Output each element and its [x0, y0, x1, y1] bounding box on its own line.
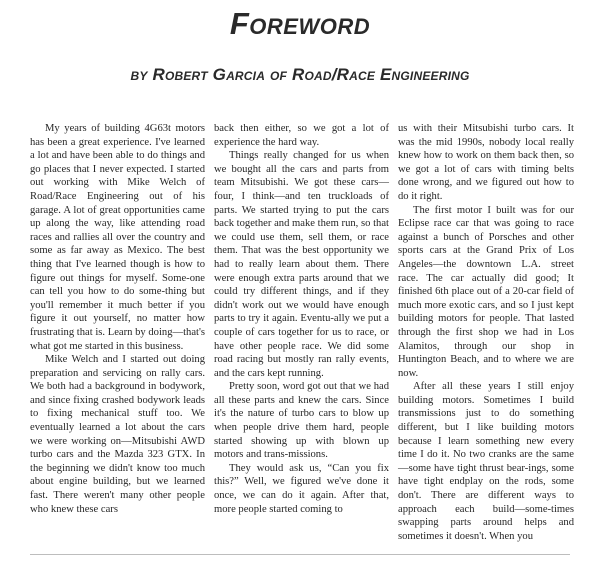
text-column-3	[398, 122, 574, 543]
paragraph: Things really changed for us when we bought all the cars and parts from team Mitsubishi. We got these cars—four, I think—and ten truckloads of parts. We started trying to put the cars back together and make them run, so that we could use them, sell them, or race them. That was the best opportunity we had to really learn about them. There were enough extra parts around that we could try different things, and if they didn't work out we would have enough parts to try it again. Eventu-ally we put a couple of cars together for us to race, or have other people race. We did some road racing but mostly ran rally events, and the cars kept running.	[214, 150, 389, 379]
paragraph: back then either, so we got a lot of experience the hard way.	[214, 123, 389, 148]
paragraph: Mike Welch and I started out doing preparation and servicing on rally cars. We both had a background in bodywork, and since fixing crashed bodywork leads to fixing mechanical stuff too. We eventually learned a lot about the cars we were working on—Mitsubishi AWD turbo cars and the Mazda 323 GTX. In the beginning we didn't know too much about engine building, but we learned fast. There weren't many other people who knew these cars	[30, 354, 205, 515]
text-column-1	[30, 122, 205, 516]
paragraph: The first motor I built was for our Eclipse race car that was going to race against a bunch of Porsches and other sports cars at the Grand Prix of Los Angeles—the downtown L.A. street race. The car actually did good; It finished 6th place out of a 20-car field of much more exotic cars, and so I just kept building motors for people. That lasted through the first shop we had in Los Alamitos, through our shop in Huntington Beach, and to where we are now.	[398, 204, 574, 379]
paragraph: After all these years I still enjoy building motors. Sometimes I build transmissions just to do something different, but I like building motors because I learn something new every time I do it. No two cranks are the same—some have tight thrust bear-ings, some have tight endplay on the rods, some don't. There are different ways to approach each build—some-times swapping parts around helps and sometimes it doesn't. When you	[398, 381, 574, 542]
page-title: Foreword	[229, 6, 371, 41]
paragraph: us with their Mitsubishi turbo cars. It was the mid 1990s, nobody local really knew how to work on them back then, so we got a lot of cars with timing belts done wrong, and we figured out how to do it right.	[398, 123, 574, 202]
paragraph: My years of building 4G63t motors has been a great experience. I've learned a lot and have been able to do things and go places that I never expected. I started out working with Mike Welch of Road/Race Engineering out of his garage. A lot of great opportunities came up along the way, like attending road races and rallies all over the country and some as far away as Mexico. The best thing that I've learned though is how to figure out things for myself. Some-one can tell you how to do some-thing but you'll remember it much better if you figure it out yourself, no matter how frustrating that is. Learn by doing—that's what got me started in this business.	[30, 123, 205, 352]
bottom-divider	[30, 554, 570, 555]
paragraph: They would ask us, “Can you fix this?” Well, we figured we've done it once, we can do it again. After that, more people started coming to	[214, 462, 389, 515]
text-column-2	[214, 122, 389, 516]
paragraph: Pretty soon, word got out that we had all these parts and knew the cars. Since it's the nature of turbo cars to blow up when people drive them hard, people started showing up with blown up motors and trans-missions.	[214, 381, 389, 461]
author-byline: by Robert Garcia of Road/Race Engineering	[130, 65, 470, 84]
